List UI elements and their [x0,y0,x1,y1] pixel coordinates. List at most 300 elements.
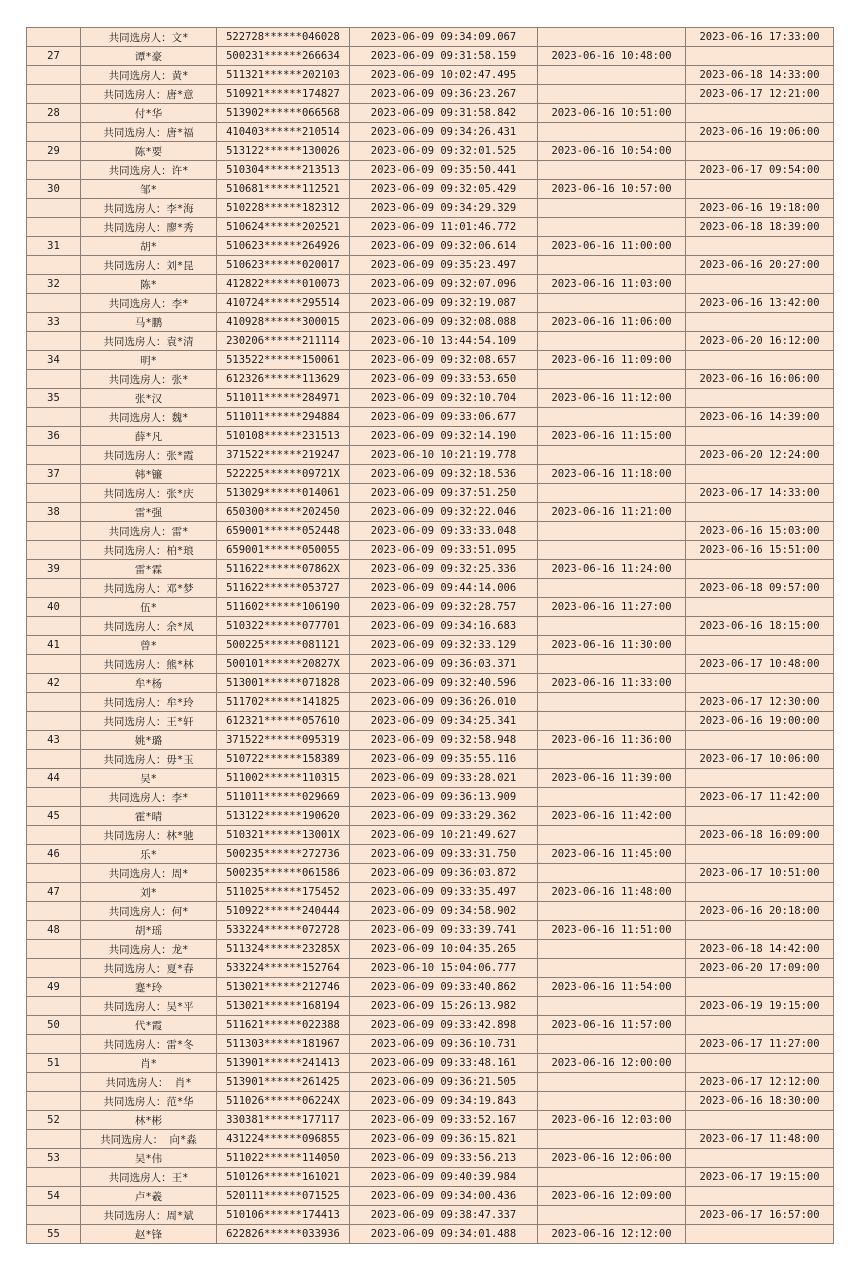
co-applicant-time-cell [686,978,834,997]
co-applicant-time-cell [686,389,834,408]
row-number-cell: 54 [27,1187,81,1206]
id-number-cell: 500235******061586 [217,864,350,883]
registration-time-cell: 2023-06-09 09:31:58.842 [350,104,538,123]
table-row [27,807,834,826]
applicant-name-cell: 共同选房人： 向*淼 [81,1130,217,1149]
registration-time-cell: 2023-06-09 09:31:58.159 [350,47,538,66]
table-row [27,389,834,408]
registration-time-cell: 2023-06-09 09:38:47.337 [350,1206,538,1225]
row-number-cell [27,1168,81,1187]
applicant-name-cell: 共同选房人：张*庆 [81,484,217,503]
co-applicant-time-cell [686,237,834,256]
co-applicant-time-cell [686,180,834,199]
row-number-cell: 55 [27,1225,81,1244]
selection-time-cell: 2023-06-16 11:21:00 [538,503,686,522]
registration-time-cell: 2023-06-09 11:01:46.772 [350,218,538,237]
selection-time-cell [538,902,686,921]
selection-time-cell [538,788,686,807]
applicant-name-cell: 明* [81,351,217,370]
co-applicant-time-cell: 2023-06-17 10:48:00 [686,655,834,674]
applicant-name-cell: 牟*杨 [81,674,217,693]
applicant-name-cell: 共同选房人：袁*清 [81,332,217,351]
co-applicant-time-cell [686,47,834,66]
registration-time-cell: 2023-06-09 09:33:31.750 [350,845,538,864]
applicant-name-cell: 肖* [81,1054,217,1073]
row-number-cell [27,997,81,1016]
applicant-name-cell: 共同选房人：林*驰 [81,826,217,845]
id-number-cell: 500235******272736 [217,845,350,864]
co-applicant-time-cell: 2023-06-16 19:06:00 [686,123,834,142]
table-row [27,1016,834,1035]
co-applicant-time-cell: 2023-06-18 16:09:00 [686,826,834,845]
co-applicant-time-cell [686,731,834,750]
table-row [27,940,834,959]
row-number-cell: 28 [27,104,81,123]
co-applicant-time-cell [686,465,834,484]
registration-time-cell: 2023-06-09 09:33:40.862 [350,978,538,997]
id-number-cell: 511602******106190 [217,598,350,617]
registration-time-cell: 2023-06-09 09:32:25.336 [350,560,538,579]
row-number-cell [27,693,81,712]
table-row [27,66,834,85]
selection-time-cell [538,693,686,712]
registration-time-cell: 2023-06-09 09:44:14.006 [350,579,538,598]
id-number-cell: 410928******300015 [217,313,350,332]
row-number-cell [27,66,81,85]
selection-time-cell: 2023-06-16 12:03:00 [538,1111,686,1130]
table-row [27,788,834,807]
applicant-name-cell: 共同选房人：许* [81,161,217,180]
applicant-name-cell: 共同选房人：范*华 [81,1092,217,1111]
housing-selection-table [26,27,834,1244]
co-applicant-time-cell: 2023-06-17 11:48:00 [686,1130,834,1149]
id-number-cell: 513122******190620 [217,807,350,826]
id-number-cell: 533224******072728 [217,921,350,940]
id-number-cell: 513021******168194 [217,997,350,1016]
co-applicant-time-cell [686,769,834,788]
row-number-cell [27,408,81,427]
id-number-cell: 510108******231513 [217,427,350,446]
co-applicant-time-cell: 2023-06-18 09:57:00 [686,579,834,598]
table-row [27,332,834,351]
co-applicant-time-cell [686,674,834,693]
row-number-cell [27,446,81,465]
co-applicant-time-cell [686,883,834,902]
id-number-cell: 612326******113629 [217,370,350,389]
selection-time-cell: 2023-06-16 12:09:00 [538,1187,686,1206]
registration-time-cell: 2023-06-09 09:32:05.429 [350,180,538,199]
id-number-cell: 410403******210514 [217,123,350,142]
selection-time-cell: 2023-06-16 11:54:00 [538,978,686,997]
selection-time-cell: 2023-06-16 11:57:00 [538,1016,686,1035]
table-row [27,294,834,313]
row-number-cell: 30 [27,180,81,199]
table-row [27,541,834,560]
selection-time-cell [538,959,686,978]
id-number-cell: 522225******09721X [217,465,350,484]
co-applicant-time-cell [686,1225,834,1244]
registration-time-cell: 2023-06-09 09:33:42.898 [350,1016,538,1035]
id-number-cell: 513021******212746 [217,978,350,997]
selection-time-cell [538,541,686,560]
registration-time-cell: 2023-06-09 09:34:09.067 [350,28,538,47]
registration-time-cell: 2023-06-09 09:35:55.116 [350,750,538,769]
co-applicant-time-cell [686,1016,834,1035]
registration-time-cell: 2023-06-09 09:36:10.731 [350,1035,538,1054]
co-applicant-time-cell [686,845,834,864]
registration-time-cell: 2023-06-09 09:36:03.371 [350,655,538,674]
table-row [27,1092,834,1111]
table-row [27,351,834,370]
selection-time-cell: 2023-06-16 11:30:00 [538,636,686,655]
selection-time-cell [538,199,686,218]
applicant-name-cell: 共同选房人：雷* [81,522,217,541]
co-applicant-time-cell: 2023-06-16 18:30:00 [686,1092,834,1111]
table-row [27,674,834,693]
applicant-name-cell: 共同选房人：王* [81,1168,217,1187]
applicant-name-cell: 雷*强 [81,503,217,522]
id-number-cell: 510722******158389 [217,750,350,769]
table-row [27,123,834,142]
registration-time-cell: 2023-06-09 09:32:28.757 [350,598,538,617]
registration-time-cell: 2023-06-09 09:34:16.683 [350,617,538,636]
row-number-cell: 44 [27,769,81,788]
applicant-name-cell: 曾* [81,636,217,655]
table-row [27,275,834,294]
selection-time-cell [538,446,686,465]
registration-time-cell: 2023-06-09 09:34:00.436 [350,1187,538,1206]
registration-time-cell: 2023-06-09 09:33:48.161 [350,1054,538,1073]
id-number-cell: 510322******077701 [217,617,350,636]
table-row [27,85,834,104]
selection-time-cell: 2023-06-16 11:12:00 [538,389,686,408]
row-number-cell [27,522,81,541]
registration-time-cell: 2023-06-10 10:21:19.778 [350,446,538,465]
registration-time-cell: 2023-06-10 13:44:54.109 [350,332,538,351]
registration-time-cell: 2023-06-09 09:35:23.497 [350,256,538,275]
co-applicant-time-cell [686,921,834,940]
registration-time-cell: 2023-06-09 09:33:33.048 [350,522,538,541]
co-applicant-time-cell: 2023-06-16 19:00:00 [686,712,834,731]
row-number-cell [27,28,81,47]
applicant-name-cell: 共同选房人：魏* [81,408,217,427]
id-number-cell: 511702******141825 [217,693,350,712]
applicant-name-cell: 共同选房人：吴*平 [81,997,217,1016]
applicant-name-cell: 共同选房人：牟*玲 [81,693,217,712]
co-applicant-time-cell [686,807,834,826]
registration-time-cell: 2023-06-09 09:32:19.087 [350,294,538,313]
registration-time-cell: 2023-06-09 09:33:29.362 [350,807,538,826]
id-number-cell: 510228******182312 [217,199,350,218]
co-applicant-time-cell: 2023-06-17 11:27:00 [686,1035,834,1054]
co-applicant-time-cell: 2023-06-16 17:33:00 [686,28,834,47]
id-number-cell: 622826******033936 [217,1225,350,1244]
applicant-name-cell: 共同选房人：张* [81,370,217,389]
registration-time-cell: 2023-06-09 09:32:40.596 [350,674,538,693]
row-number-cell: 39 [27,560,81,579]
selection-time-cell: 2023-06-16 11:42:00 [538,807,686,826]
selection-time-cell: 2023-06-16 10:48:00 [538,47,686,66]
selection-time-cell: 2023-06-16 11:03:00 [538,275,686,294]
applicant-name-cell: 谭*豪 [81,47,217,66]
table-row [27,560,834,579]
registration-time-cell: 2023-06-09 09:32:22.046 [350,503,538,522]
id-number-cell: 412822******010073 [217,275,350,294]
selection-time-cell [538,85,686,104]
table-row [27,104,834,123]
selection-time-cell: 2023-06-16 11:33:00 [538,674,686,693]
table-row [27,28,834,47]
registration-time-cell: 2023-06-09 09:33:56.213 [350,1149,538,1168]
id-number-cell: 510681******112521 [217,180,350,199]
applicant-name-cell: 赵*锋 [81,1225,217,1244]
row-number-cell: 29 [27,142,81,161]
row-number-cell: 43 [27,731,81,750]
table-row [27,959,834,978]
applicant-name-cell: 共同选房人：黄* [81,66,217,85]
registration-time-cell: 2023-06-09 09:33:51.095 [350,541,538,560]
id-number-cell: 513901******241413 [217,1054,350,1073]
id-number-cell: 410724******295514 [217,294,350,313]
co-applicant-time-cell: 2023-06-20 12:24:00 [686,446,834,465]
id-number-cell: 659001******052448 [217,522,350,541]
row-number-cell: 32 [27,275,81,294]
id-number-cell: 510623******264926 [217,237,350,256]
id-number-cell: 520111******071525 [217,1187,350,1206]
co-applicant-time-cell: 2023-06-17 12:21:00 [686,85,834,104]
selection-time-cell: 2023-06-16 11:39:00 [538,769,686,788]
table-row [27,598,834,617]
applicant-name-cell: 胡* [81,237,217,256]
applicant-name-cell: 共同选房人：何* [81,902,217,921]
applicant-name-cell: 卢*羲 [81,1187,217,1206]
id-number-cell: 510921******174827 [217,85,350,104]
selection-time-cell [538,1092,686,1111]
selection-time-cell: 2023-06-16 12:06:00 [538,1149,686,1168]
table-row [27,484,834,503]
row-number-cell: 37 [27,465,81,484]
co-applicant-time-cell [686,351,834,370]
id-number-cell: 511621******022388 [217,1016,350,1035]
selection-time-cell: 2023-06-16 12:00:00 [538,1054,686,1073]
co-applicant-time-cell: 2023-06-17 12:12:00 [686,1073,834,1092]
row-number-cell: 50 [27,1016,81,1035]
registration-time-cell: 2023-06-09 09:32:10.704 [350,389,538,408]
id-number-cell: 371522******219247 [217,446,350,465]
id-number-cell: 431224******096855 [217,1130,350,1149]
table-row [27,446,834,465]
table-row [27,522,834,541]
co-applicant-time-cell: 2023-06-16 20:18:00 [686,902,834,921]
table-row [27,1054,834,1073]
id-number-cell: 513122******130026 [217,142,350,161]
selection-time-cell [538,332,686,351]
table-row [27,1168,834,1187]
row-number-cell [27,370,81,389]
table-row [27,579,834,598]
selection-time-cell [538,294,686,313]
row-number-cell: 31 [27,237,81,256]
id-number-cell: 511011******294884 [217,408,350,427]
row-number-cell [27,256,81,275]
table-row [27,161,834,180]
id-number-cell: 371522******095319 [217,731,350,750]
id-number-cell: 511622******07862X [217,560,350,579]
co-applicant-time-cell: 2023-06-16 20:27:00 [686,256,834,275]
id-number-cell: 511002******110315 [217,769,350,788]
applicant-name-cell: 张*汉 [81,389,217,408]
table-row [27,237,834,256]
selection-time-cell [538,66,686,85]
id-number-cell: 500231******266634 [217,47,350,66]
applicant-name-cell: 刘* [81,883,217,902]
selection-time-cell: 2023-06-16 10:51:00 [538,104,686,123]
row-number-cell [27,617,81,636]
table-row [27,1206,834,1225]
registration-time-cell: 2023-06-09 09:36:21.505 [350,1073,538,1092]
applicant-name-cell: 共同选房人：毋*玉 [81,750,217,769]
selection-time-cell [538,940,686,959]
selection-time-cell: 2023-06-16 12:12:00 [538,1225,686,1244]
registration-time-cell: 2023-06-09 09:34:58.902 [350,902,538,921]
registration-time-cell: 2023-06-09 09:32:58.948 [350,731,538,750]
co-applicant-time-cell: 2023-06-17 10:51:00 [686,864,834,883]
applicant-name-cell: 共同选房人：唐*意 [81,85,217,104]
row-number-cell [27,655,81,674]
co-applicant-time-cell [686,1111,834,1130]
id-number-cell: 510106******174413 [217,1206,350,1225]
id-number-cell: 511324******23285X [217,940,350,959]
id-number-cell: 500101******20827X [217,655,350,674]
applicant-name-cell: 共同选房人：龙* [81,940,217,959]
applicant-name-cell: 林*彬 [81,1111,217,1130]
registration-time-cell: 2023-06-09 09:36:15.821 [350,1130,538,1149]
selection-time-cell [538,826,686,845]
table-row [27,902,834,921]
table-row [27,180,834,199]
registration-time-cell: 2023-06-09 09:33:35.497 [350,883,538,902]
row-number-cell [27,826,81,845]
applicant-name-cell: 共同选房人：李*海 [81,199,217,218]
id-number-cell: 330381******177117 [217,1111,350,1130]
table-row [27,1149,834,1168]
id-number-cell: 511011******284971 [217,389,350,408]
id-number-cell: 513001******071828 [217,674,350,693]
selection-time-cell: 2023-06-16 11:00:00 [538,237,686,256]
registration-time-cell: 2023-06-09 09:32:18.536 [350,465,538,484]
selection-time-cell: 2023-06-16 11:51:00 [538,921,686,940]
row-number-cell: 36 [27,427,81,446]
row-number-cell: 27 [27,47,81,66]
row-number-cell [27,541,81,560]
registration-time-cell: 2023-06-09 09:33:39.741 [350,921,538,940]
selection-time-cell: 2023-06-16 11:18:00 [538,465,686,484]
registration-time-cell: 2023-06-09 09:34:29.329 [350,199,538,218]
row-number-cell: 35 [27,389,81,408]
row-number-cell [27,902,81,921]
applicant-name-cell: 雷*霖 [81,560,217,579]
row-number-cell: 47 [27,883,81,902]
co-applicant-time-cell: 2023-06-17 16:57:00 [686,1206,834,1225]
co-applicant-time-cell: 2023-06-18 18:39:00 [686,218,834,237]
id-number-cell: 511011******029669 [217,788,350,807]
applicant-name-cell: 伍* [81,598,217,617]
row-number-cell [27,218,81,237]
row-number-cell: 38 [27,503,81,522]
registration-time-cell: 2023-06-09 09:32:06.614 [350,237,538,256]
row-number-cell [27,199,81,218]
table-row [27,370,834,389]
registration-time-cell: 2023-06-09 10:04:35.265 [350,940,538,959]
table-row [27,408,834,427]
applicant-name-cell: 共同选房人：文* [81,28,217,47]
id-number-cell: 510624******202521 [217,218,350,237]
selection-time-cell [538,522,686,541]
co-applicant-time-cell: 2023-06-16 18:15:00 [686,617,834,636]
applicant-name-cell: 陈*要 [81,142,217,161]
table-row [27,503,834,522]
applicant-name-cell: 共同选房人：周*斌 [81,1206,217,1225]
selection-time-cell [538,408,686,427]
table-row [27,1130,834,1149]
co-applicant-time-cell [686,598,834,617]
row-number-cell [27,332,81,351]
applicant-name-cell: 共同选房人：廖*秀 [81,218,217,237]
applicant-name-cell: 韩*镰 [81,465,217,484]
registration-time-cell: 2023-06-09 09:33:28.021 [350,769,538,788]
selection-time-cell [538,1130,686,1149]
table-row [27,427,834,446]
row-number-cell [27,788,81,807]
registration-time-cell: 2023-06-09 09:32:33.129 [350,636,538,655]
id-number-cell: 650300******202450 [217,503,350,522]
id-number-cell: 511026******06224X [217,1092,350,1111]
co-applicant-time-cell: 2023-06-16 13:42:00 [686,294,834,313]
registration-time-cell: 2023-06-09 09:32:14.190 [350,427,538,446]
table-row [27,1225,834,1244]
applicant-name-cell: 蹇*玲 [81,978,217,997]
applicant-name-cell: 共同选房人：周* [81,864,217,883]
id-number-cell: 511025******175452 [217,883,350,902]
applicant-name-cell: 共同选房人：刘*昆 [81,256,217,275]
table-row [27,731,834,750]
selection-time-cell: 2023-06-16 11:48:00 [538,883,686,902]
registration-time-cell: 2023-06-09 09:32:01.525 [350,142,538,161]
applicant-name-cell: 共同选房人：熊*林 [81,655,217,674]
registration-time-cell: 2023-06-09 09:34:26.431 [350,123,538,142]
id-number-cell: 659001******050055 [217,541,350,560]
row-number-cell: 41 [27,636,81,655]
co-applicant-time-cell: 2023-06-17 11:42:00 [686,788,834,807]
table-row [27,826,834,845]
co-applicant-time-cell: 2023-06-18 14:33:00 [686,66,834,85]
id-number-cell: 513522******150061 [217,351,350,370]
id-number-cell: 612321******057610 [217,712,350,731]
row-number-cell: 33 [27,313,81,332]
selection-time-cell [538,370,686,389]
row-number-cell [27,484,81,503]
table-row [27,921,834,940]
table-row [27,256,834,275]
selection-time-cell: 2023-06-16 11:36:00 [538,731,686,750]
table-row [27,617,834,636]
co-applicant-time-cell: 2023-06-17 14:33:00 [686,484,834,503]
applicant-name-cell: 共同选房人：张*霞 [81,446,217,465]
row-number-cell [27,1092,81,1111]
selection-time-cell: 2023-06-16 11:24:00 [538,560,686,579]
row-number-cell [27,750,81,769]
table-row [27,636,834,655]
